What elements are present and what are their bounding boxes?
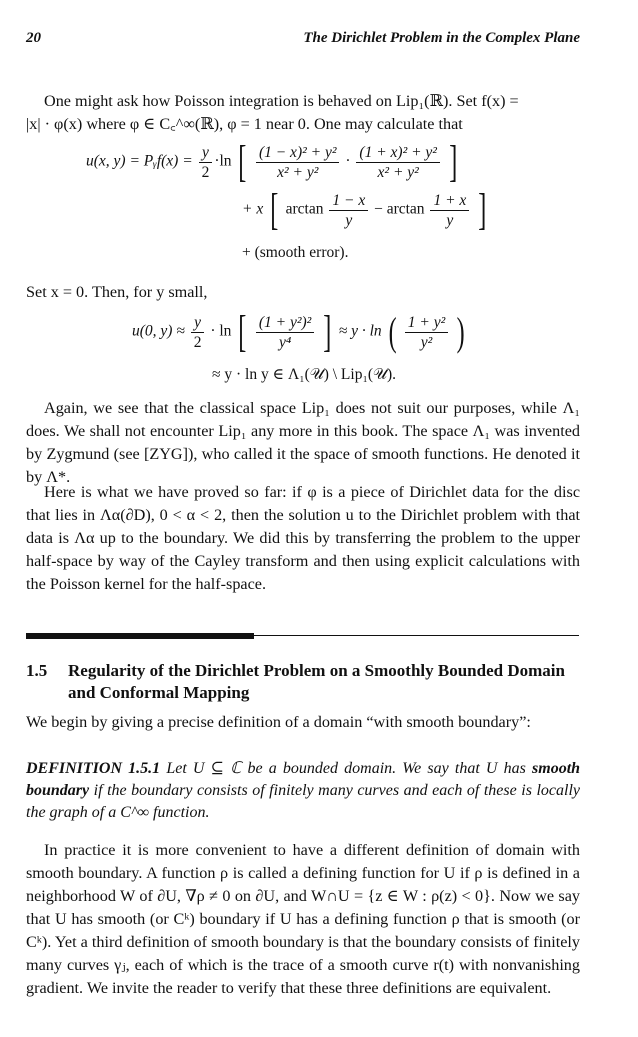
intro-paragraph: [26, 90, 580, 136]
eq1-frac1: $\frac{\text{(1 − x)² + y²}}{\text{x² + y²}}$: [256, 143, 340, 182]
section-rule: [26, 633, 579, 639]
eq1-lhs: u(x, y) = Pᵧf(x) =: [86, 152, 193, 170]
intro-line-2: |x| · φ(x) where φ ∈ C꜀^∞(ℝ), φ = 1 near 0. One may calculate that: [26, 115, 463, 133]
eq1-ln: ·ln: [214, 152, 232, 170]
set-x-line: Set x = 0. Then, for y small,: [26, 283, 208, 301]
paragraph-practice: In practice it is more convenient to have a different definition of domain with smooth boundary. A function ρ is called a defining function for U if ρ is defined in a neighborhood W of ∂U, ∇ρ ≠ 0 on ∂U, and W∩U = {z ∈ W : ρ(z) < 0}. Now we say that U has smooth (or Cᵏ) boundary if U has a defining function ρ that is smooth (or Cᵏ). Yet a third definition of smooth boundary is that the boundary consists of finitely many curves γⱼ, each of which is the trace of a smooth curve r(t) with nonvanishing gradient. We invite the reader to verify that these three definitions are equivalent.: [26, 841, 580, 997]
paragraph-begin: We begin by giving a precise definition of a domain “with smooth boundary”:: [26, 713, 531, 731]
eq2-lhs: u(0, y) ≈: [132, 322, 185, 340]
equation-poisson-row1: u(x, y) = Pᵧf(x) = $\frac{y}{2}$ ·ln [ $\frac{\text{(1 − x)² + y²}}{\text{x² + y²}}$ · $\frac{\text{(1 + x)² + y²}}{\text{x² + y²}}$ ]: [86, 137, 458, 186]
eq2-frac2: $\frac{\text{1 + y²}}{\text{y²}}$: [405, 313, 449, 352]
definition-bold-term: smooth boundary: [26, 760, 581, 799]
definition-1-5-1: [26, 758, 580, 824]
definition-text-a: Let U ⊆ ℂ be a bounded domain. We say that U has: [166, 760, 526, 777]
equation-poisson-row2: + x [ arctan $\frac{1 - x}{y}$ − arctan $\frac{1 + x}{y}$ ]: [242, 185, 487, 234]
page-number: 20: [26, 30, 41, 46]
eq2-y-over-2: $\frac{y}{2}$: [191, 313, 205, 352]
running-title: The Dirichlet Problem in the Complex Plane: [303, 30, 580, 46]
equation-poisson-row3: + (smooth error).: [242, 244, 349, 261]
section-title: Regularity of the Dirichlet Problem on a Smoothly Bounded Domain and Conformal Mapping: [68, 661, 565, 702]
definition-label: DEFINITION 1.5.1: [26, 760, 161, 777]
eq1-frac2: $\frac{\text{(1 + x)² + y²}}{\text{x² + y²}}$: [356, 143, 440, 182]
eq1-row2-prefix: + x: [242, 200, 264, 218]
eq1-y-over-2: $\frac{y}{2}$: [199, 143, 213, 182]
eq2-ln: · ln: [210, 322, 232, 340]
paragraph-here: Here is what we have proved so far: if φ is a piece of Dirichlet data for the disc that lies in Λα(∂D), 0 < α < 2, then the solution u to the Dirichlet problem with that data is Λα up to the boundary. We did this by transferring the problem to the upper half-space by way of the Cayley transform and then using explicit calculations with the Poisson kernel for the half-space.: [26, 483, 580, 593]
eq1-frac3: $\frac{1 - x}{y}$: [329, 191, 368, 230]
definition-text-b: if the boundary consists of finitely many curves and each of these is locally the graph of a C^∞ function.: [26, 782, 580, 821]
section-number: 1.5: [26, 661, 48, 680]
eq1-minus-arctan: − arctan: [374, 200, 425, 218]
intro-line-1: One might ask how Poisson integration is behaved on Lip₁(ℝ). Set f(x) =: [44, 92, 519, 110]
eq1-frac4: $\frac{1 + x}{y}$: [430, 191, 469, 230]
eq1-arctan1: arctan: [285, 200, 324, 218]
eq2-approx-mid: ≈ y · ln: [338, 322, 382, 340]
equation-u0y-row1: u(0, y) ≈ $\frac{y}{2}$ · ln [ $\frac{\text{(1 + y²)²}}{\text{y⁴}}$ ] ≈ y · ln ( $\frac{\text{1 + y²}}{\text{y²}}$ ): [132, 307, 465, 356]
eq2-frac: $\frac{\text{(1 + y²)²}}{\text{y⁴}}$: [256, 313, 314, 352]
paragraph-again: Again, we see that the classical space Lip₁ does not suit our purposes, while Λ₁ does. We shall not encounter Lip₁ any more in this book. The space Λ₁ was invented by Zygmund (see [ZYG]), who called it the space of smooth functions. He denoted it by Λ*.: [26, 399, 580, 486]
equation-u0y-row2: ≈ y · ln y ∈ Λ₁(𝒰) \ Lip₁(𝒰).: [212, 366, 396, 383]
eq1-dot: ·: [345, 152, 351, 170]
